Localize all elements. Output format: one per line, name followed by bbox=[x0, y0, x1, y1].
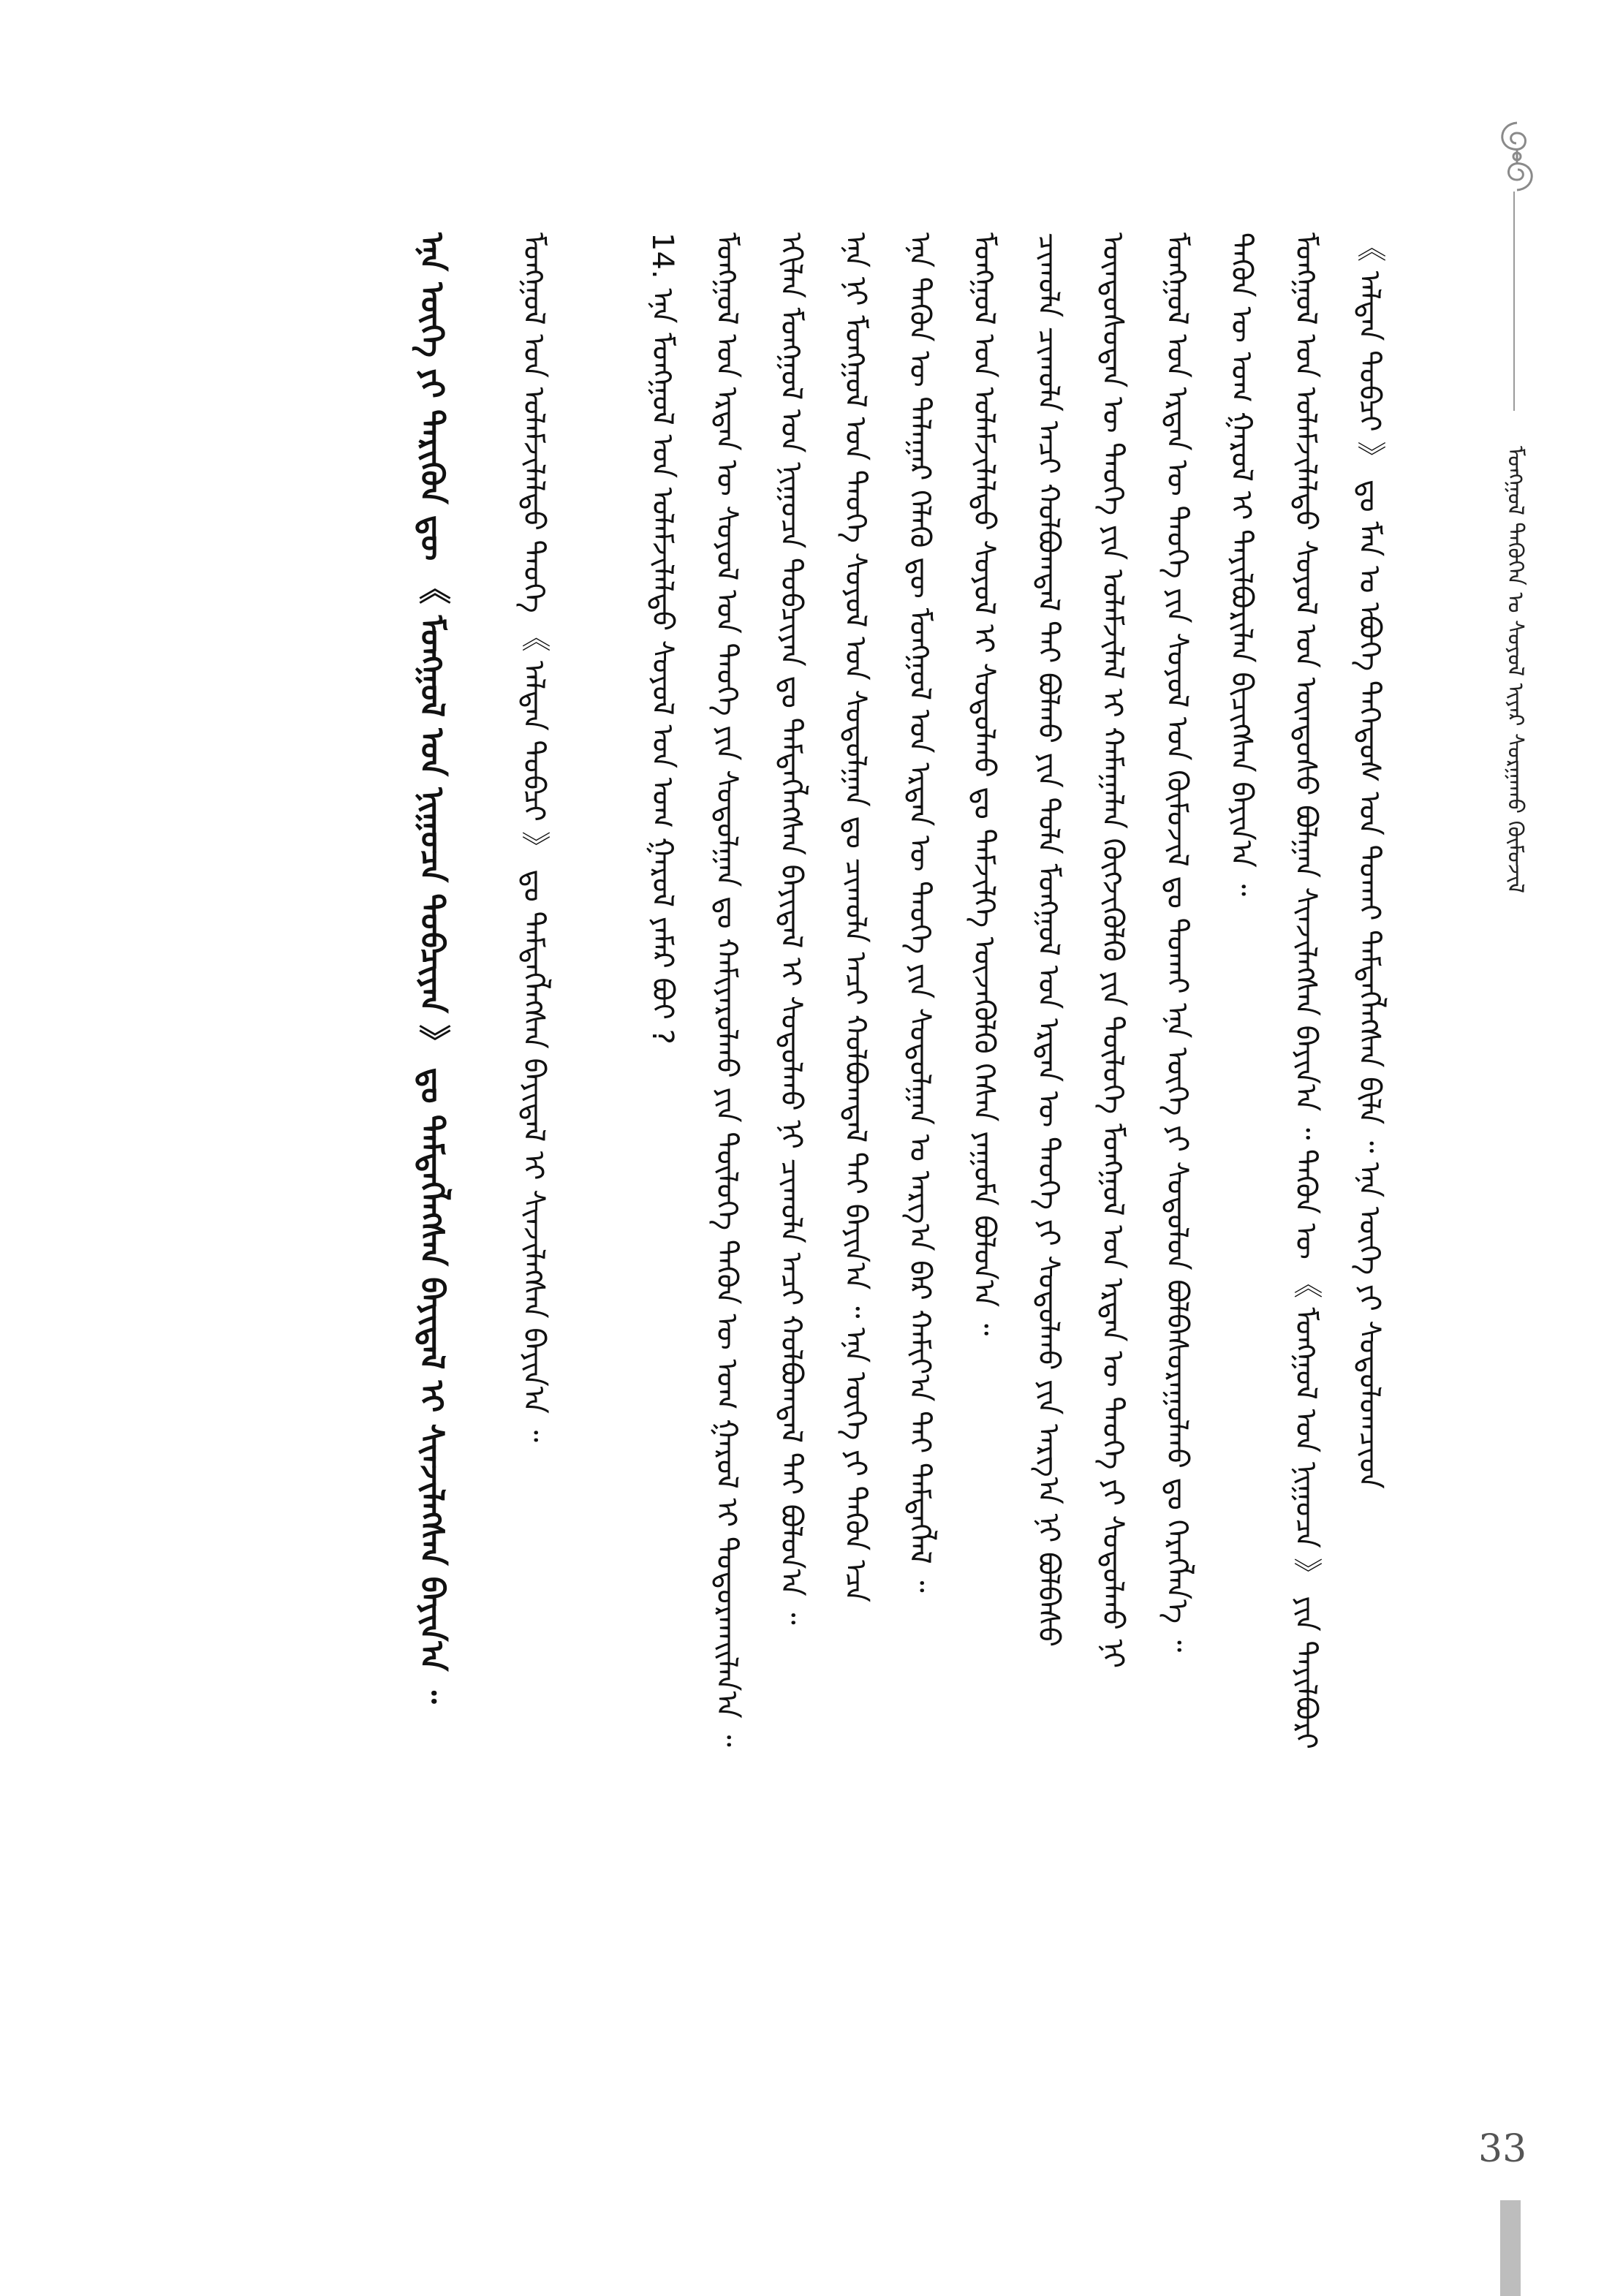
section-heading: ᠡᠨᠡ ᠦᠭᠡ ᠶᠢ ᠲᠡᠷᠢᠭᠦᠨ ᠳᠦ 《 ᠮᠣᠩᠭᠣᠯ ᠤᠨ ᠨᠢᠭᠤᠴᠠ ᠲᠣᠪᠴᠢᠶᠠᠨ 》 ᠳᠤ ᠲᠡᠮᠳᠡᠭᠯᠡᠭᠰᠡᠨ ᠪᠠᠶᠢᠳᠠᠯ ᠢ ᠰᠢᠨᠵᠢᠯᠡᠭᠰᠡᠨ ᠪᠠᠶᠢᠨ᠎ᠠ ᠃ bbox=[413, 232, 450, 1704]
body-text-column: ᠮᠣᠩᠭᠣᠯ ᠤᠨ ᠡᠷᠲᠡᠨ ᠦ ᠲᠡᠦᠬᠡ ᠶᠢᠨ ᠰᠣᠶᠣᠯ ᠤᠨ ᠬᠦᠮᠦᠵᠢᠯ ᠳᠤ ᠲᠤᠬᠠᠢ ᠡᠨᠡ ᠦᠭᠡ ᠶᠢ ᠰᠣᠳᠤᠯᠤᠨ ᠪᠣᠯᠪᠠᠰᠤᠷᠠᠭᠤᠯᠬᠤ ᠳᠤ ᠬᠡᠷᠡᠭᠯᠡᠨ᠎ᠡ ᠃ bbox=[1160, 232, 1194, 1653]
page-number: 33 bbox=[1478, 2127, 1527, 2171]
body-text-column: ᠮᠣᠩᠭᠣᠯ ᠤᠨ ᠤᠯᠠᠮᠵᠢᠯᠠᠯᠲᠤ ᠰᠣᠶᠣᠯ ᠤᠨ ᠦᠨᠳᠦᠰᠦ ᠪᠣᠯᠭᠠᠨ ᠰᠢᠨᠵᠢᠯᠡᠭᠰᠡᠨ ᠪᠠᠶᠢᠨ᠎ᠠ ᠃ ᠲᠡᠭᠦᠨ ᠦ 《 ᠮᠣᠩᠭᠣᠯ ᠤᠨ ᠨᠢᠭᠤᠴᠠ 》 ᠶᠢᠨ ᠲᠠᠶᠢᠯᠪᠤᠷᠢ bbox=[1289, 232, 1323, 1749]
body-text-column: ᠮᠣᠩᠭᠣᠯ ᠤᠨ ᠤᠯᠠᠮᠵᠢᠯᠠᠯᠲᠤ ᠲᠡᠦᠬᠡ 《 ᠠᠯᠲᠠᠨ ᠲᠣᠪᠴᠢ 》 ᠳᠤ ᠲᠡᠮᠳᠡᠭᠯᠡᠭᠰᠡᠨ ᠪᠠᠶᠢᠳᠠᠯ ᠢ ᠰᠢᠨᠵᠢᠯᠡᠭᠰᠡᠨ ᠪᠠᠶᠢᠨ᠎ᠠ ᠃ bbox=[517, 232, 551, 1443]
body-text-column: ᠡᠨᠡ ᠲᠡᠭᠦᠨ ᠦ ᠲᠠᠯᠠᠭᠠᠷ ᠬᠡᠯᠡᠬᠦ ᠳᠦ ᠮᠣᠩᠭᠣᠯ ᠤᠨ ᠡᠷᠲᠡᠨ ᠦ ᠲᠡᠦᠬᠡ ᠶᠢᠨ ᠰᠤᠳᠤᠯᠭᠠᠨ ᠤ ᠠᠷᠭ᠎ᠠ ᠪᠠᠷ ᠬᠠᠮᠢᠶ᠎ᠠ ᠲᠠᠢ ᠲᠡᠮᠳᠡᠭᠯᠡᠯ ᠃ bbox=[903, 232, 937, 1593]
body-text-column: 14. ᠡᠨᠡ ᠮᠣᠩᠭᠣᠯ ᠤᠨ ᠤᠯᠠᠮᠵᠢᠯᠠᠯᠲᠤ ᠰᠣᠶᠣᠯ ᠤᠨ ᠤᠭ ᠭᠠᠷᠤᠯ ᠶᠠᠮᠠᠷ ᠪᠣᠢ ? bbox=[646, 232, 679, 1045]
body-text-column: ᠦᠨᠳᠦᠰᠦᠲᠡᠨ ᠦ ᠲᠡᠦᠬᠡ ᠶᠢᠨ ᠤᠯᠠᠮᠵᠢᠯᠠᠯ ᠢ ᠬᠠᠮᠠᠭᠠᠯᠠᠨ ᠬᠥᠭᠵᠢᠭᠦᠯᠬᠦ ᠶᠢᠨ ᠲᠥᠯᠥᠭᠡ ᠮᠣᠩᠭᠣᠯ ᠤᠨ ᠡᠷᠲᠡᠨ ᠦ ᠲᠡᠦᠬᠡ ᠶᠢ ᠰᠤᠳᠤᠯᠬᠤ ᠨᠢ bbox=[1096, 232, 1130, 1669]
body-text-column: ᠴᠢᠬᠤᠯᠠ ᠴᠢᠬᠤᠯᠠ ᠠᠴᠢ ᠬᠣᠯᠪᠣᠭᠳᠠᠯ ᠲᠠᠢ ᠪᠣᠯᠬᠤ ᠶᠢᠨ ᠲᠤᠯᠠ ᠮᠣᠩᠭᠣᠯ ᠤᠨ ᠡᠷᠲᠡᠨ ᠦ ᠲᠡᠦᠬᠡ ᠶᠢ ᠰᠤᠳᠤᠯᠬᠤ ᠶᠢᠨ ᠠᠷᠭ᠎ᠠ ᠨᠢ ᠪᠣᠯᠪᠠᠰᠤ bbox=[1032, 232, 1065, 1648]
body-text-column: ᠡᠨᠡ ᠨᠢ ᠮᠣᠩᠭᠣᠯ ᠤᠨ ᠲᠡᠦᠬᠡ ᠰᠣᠶᠣᠯ ᠤᠨ ᠰᠤᠳᠤᠯᠭᠠᠨ ᠳᠤ ᠴᠢᠬᠤᠯᠠ ᠠᠴᠢ ᠬᠣᠯᠪᠣᠭᠳᠠᠯ ᠲᠠᠢ ᠪᠠᠶᠢᠨ᠎ᠠ ᠃ ᠡᠨᠡ ᠦᠭᠡ ᠶᠢ ᠲᠡᠭᠦᠨ ᠡᠴᠡ bbox=[839, 232, 872, 1603]
running-header: ᠮᠣᠩᠭᠣᠯ ᠲᠡᠭᠦᠬᠡᠨ ᠤ ᠰᠣᠶᠣᠯ ᠢᠶᠠᠷ ᠰᠣᠷᠭᠠᠬᠤ ᠬᠦᠮᠦᠵᠢᠯ bbox=[1502, 446, 1528, 893]
body-text-column: ᠡᠬᠢᠯᠡᠨ ᠮᠣᠩᠭᠣᠯ ᠤᠨ ᠨᠢᠭᠤᠴᠠ ᠲᠣᠪᠴᠢᠶᠠᠨ ᠳᠤ ᠲᠡᠮᠳᠡᠭᠯᠡᠭᠰᠡᠨ ᠪᠠᠶᠢᠳᠠᠯ ᠢ ᠰᠤᠳᠤᠯᠬᠤ ᠨᠢ ᠴᠢᠬᠤᠯᠠ ᠠᠴᠢ ᠬᠣᠯᠪᠣᠭᠳᠠᠯ ᠲᠠᠢ ᠪᠣᠯᠤᠨ᠎ᠠ ᠃ bbox=[774, 232, 808, 1625]
header-rule bbox=[1513, 192, 1515, 411]
flourish-ornament-icon bbox=[1484, 117, 1550, 197]
body-text-column: ᠮᠣᠩᠭᠣᠯ ᠤᠨ ᠡᠷᠲᠡᠨ ᠦ ᠰᠣᠶᠣᠯ ᠤᠨ ᠲᠡᠦᠬᠡ ᠶᠢᠨ ᠰᠤᠳᠤᠯᠭᠠᠨ ᠳᠤ ᠬᠠᠮᠢᠶᠠᠷᠤᠯᠬᠤ ᠶᠢᠨ ᠲᠥᠯᠥᠭᠡ ᠲᠡᠭᠦᠨ ᠦ ᠤᠭ ᠭᠠᠷᠤᠯ ᠢ ᠲᠣᠳᠤᠷᠬᠠᠢᠯᠠᠨ᠎ᠠ ᠃ bbox=[710, 232, 744, 1747]
body-text-column: ᠲᠡᠭᠦᠨ ᠦ ᠤᠭ ᠭᠠᠷᠤᠯ ᠢ ᠲᠠᠶᠢᠯᠪᠤᠷᠢᠯᠠᠨ ᠪᠢᠴᠢᠭᠰᠡᠨ ᠪᠠᠶᠢᠨ᠎ᠠ ᠃ bbox=[1225, 232, 1258, 896]
page-edge-tab bbox=[1500, 2200, 1521, 2296]
body-text-column: ᠮᠣᠩᠭᠣᠯ ᠤᠨ ᠤᠯᠠᠮᠵᠢᠯᠠᠯᠲᠤ ᠰᠣᠶᠣᠯ ᠢ ᠰᠤᠳᠤᠯᠬᠤ ᠳᠤ ᠳᠡᠮᠵᠢᠯᠭᠡ ᠦᠵᠡᠭᠦᠯᠬᠦ ᠭᠡᠰᠡᠨ ᠶᠠᠭᠤᠮᠠ ᠪᠣᠯᠤᠨ᠎ᠠ ᠃ bbox=[967, 232, 1001, 1336]
body-text-column: 《 ᠠᠯᠲᠠᠨ ᠲᠣᠪᠴᠢ 》 ᠳᠤ ᠮᠠᠨ ᠤ ᠡᠪᠦᠭᠡ ᠳᠡᠭᠡᠳᠥᠰ ᠤᠨ ᠲᠤᠬᠠᠢ ᠲᠡᠮᠳᠡᠭᠯᠡᠭᠰᠡᠨ ᠪᠢᠯᠡ ᠃ ᠡᠨᠡ ᠦᠭᠡ ᠶᠢ ᠰᠤᠳᠤᠯᠤᠭᠴᠢᠳ bbox=[1352, 232, 1386, 1489]
